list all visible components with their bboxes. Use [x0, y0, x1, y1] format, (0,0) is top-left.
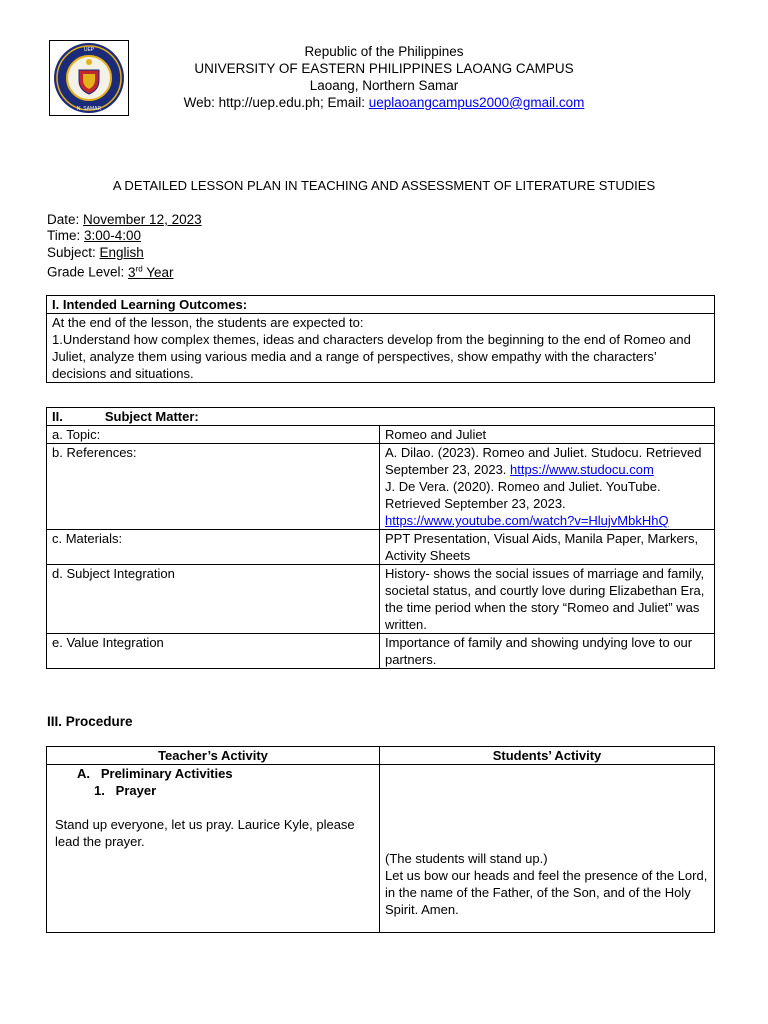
meta-subject: Subject: English	[47, 245, 144, 260]
meta-date: Date: November 12, 2023	[47, 212, 202, 227]
table-row: b. References: A. Dilao. (2023). Romeo and Juliet. Studocu. Retrieved September 23, 2023. https://www.studocu.com J. De Vera. (2020). Romeo and Juliet. YouTube. Retrieved September 23, 2023. https://www.youtube.com/watch?v=HlujvMbkHhQ	[47, 444, 715, 530]
teacher-activity-header: Teacher’s Activity	[47, 747, 380, 765]
meta-time: Time: 3:00-4:00	[47, 228, 142, 243]
university-seal-logo	[49, 40, 129, 116]
procedure-heading: III. Procedure	[47, 714, 133, 729]
header-contact	[180, 95, 588, 112]
outcomes-body: At the end of the lesson, the students are expected to: 1.Understand how complex themes, ideas and characters develop from the beginning to the end of Romeo and Juliet, analyze them using various media and a range of perspectives, show empathy with the characters’ decisions and situations.	[47, 314, 715, 383]
header-address: Laoang, Northern Samar	[309, 78, 459, 93]
studocu-link[interactable]: https://www.studocu.com	[510, 462, 654, 477]
youtube-link[interactable]: https://www.youtube.com/watch?v=HlujvMbkHhQ	[385, 513, 669, 528]
students-activity-header: Students’ Activity	[380, 747, 715, 765]
table-row: a. Topic: Romeo and Juliet	[47, 426, 715, 444]
meta-grade-level: Grade Level: 3rd Year	[47, 264, 174, 280]
svg-text:N. SAMAR: N. SAMAR	[76, 106, 102, 112]
outcomes-table	[46, 295, 715, 383]
header-web: Web: http://uep.edu.ph; Email:	[183, 95, 369, 110]
preliminary-activities: A. Preliminary Activities	[77, 766, 233, 781]
students-activity-cell	[380, 765, 715, 933]
outcomes-heading: I. Intended Learning Outcomes:	[47, 296, 715, 314]
table-row: e. Value Integration Importance of family and showing undying love to our partners.	[47, 634, 715, 669]
teacher-activity-cell	[47, 765, 380, 933]
prayer-item: 1. Prayer	[94, 783, 157, 798]
students-prayer-text: Let us bow our heads and feel the presence of the Lord, in the name of the Father, of the Son, and of the Holy Spirit. Amen.	[385, 868, 708, 917]
header-email-link[interactable]: ueplaoangcampus2000@gmail.com	[368, 95, 585, 110]
table-row: c. Materials: PPT Presentation, Visual Aids, Manila Paper, Markers, Activity Sheets	[47, 530, 715, 565]
table-row: d. Subject Integration History- shows the social issues of marriage and family, societal status, and courtly love during Elizabethan Era, the time period when the story “Romeo and Juliet” was written.	[47, 565, 715, 634]
svg-text:UEP: UEP	[83, 47, 95, 53]
teacher-prayer-text: Stand up everyone, let us pray. Laurice Kyle, please lead the prayer.	[55, 817, 355, 849]
lesson-plan-title: A DETAILED LESSON PLAN IN TEACHING AND ASSESSMENT OF LITERATURE STUDIES	[112, 178, 656, 193]
subject-matter-heading: II. Subject Matter:	[47, 408, 715, 426]
subject-matter-table	[46, 407, 715, 669]
students-stand-text: (The students will stand up.)	[385, 851, 548, 866]
header-university: UNIVERSITY OF EASTERN PHILIPPINES LAOANG CAMPUS	[194, 61, 574, 76]
header-republic: Republic of the Philippines	[304, 44, 464, 59]
procedure-table	[46, 746, 715, 933]
